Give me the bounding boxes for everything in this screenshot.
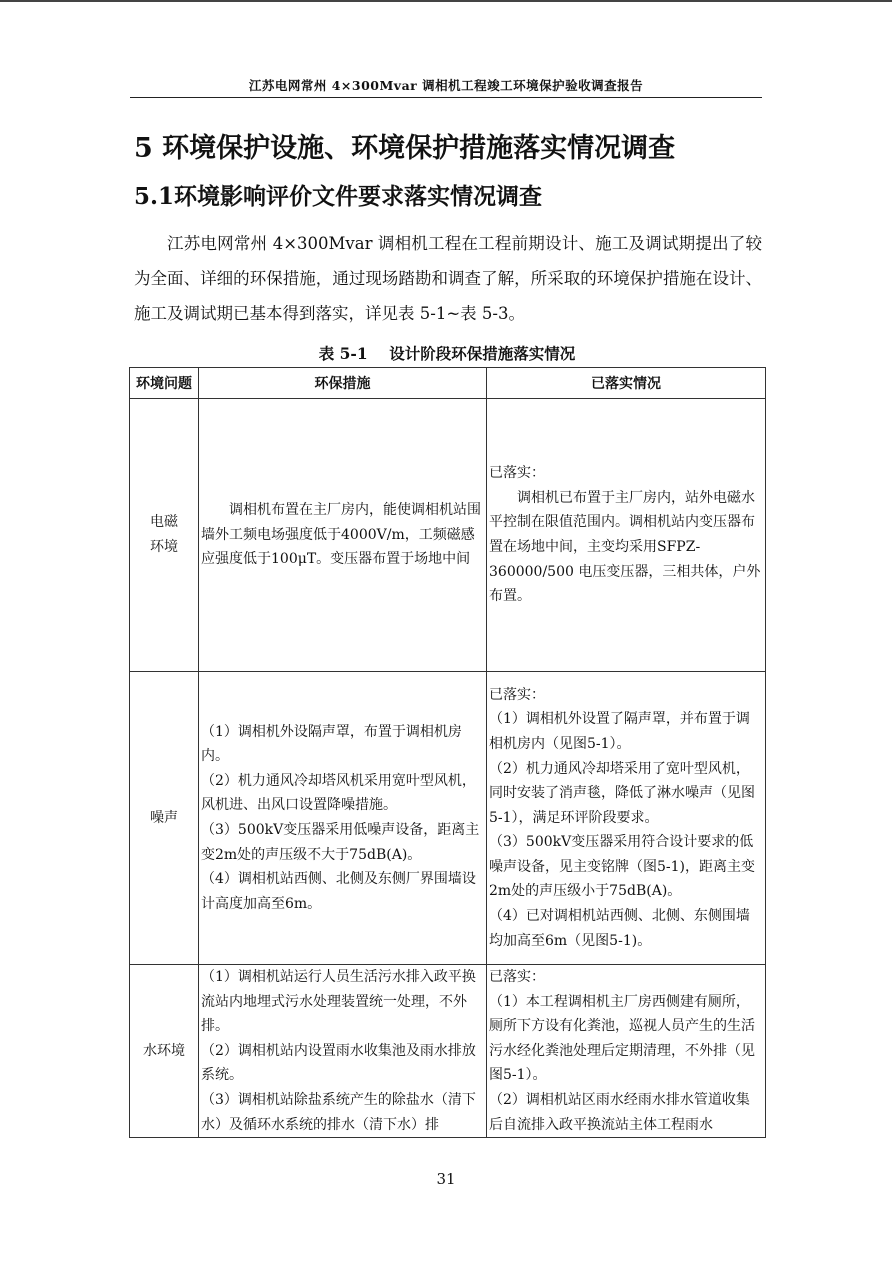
measure-item: （1）调相机外设隔声罩，布置于调相机房内。 [201, 723, 462, 765]
status-cell [487, 965, 766, 1138]
measures-cell [199, 672, 487, 965]
subsection-title: 5.1环境影响评价文件要求落实情况调查 [134, 183, 543, 210]
status-item: 已落实： [489, 686, 545, 703]
issue-line: 水环境 [143, 1042, 185, 1059]
running-header: 江苏电网常州 4×300Mvar 调相机工程竣工环境保护验收调查报告 [248, 78, 644, 93]
header-status: 已落实情况 [487, 368, 766, 399]
section-title: 5 环境保护设施、环境保护措施落实情况调查 [134, 133, 676, 164]
table-row [130, 672, 766, 965]
measure-item: （2）调相机站内设置雨水收集池及雨水排放系统。 [201, 1042, 476, 1084]
measure-item: （4）调相机站西侧、北侧及东侧厂界围墙设计高度加高至6m。 [201, 871, 476, 912]
status-item: 调相机已布置于主厂房内，站外电磁水平控制在限值范围内。调相机站内变压器布置在场地中间，主变均采用SFPZ-360000/500 电压变压器，三相共体，户外布置。 [489, 489, 761, 605]
measures-cell [199, 965, 487, 1138]
issue-line: 噪声 [150, 809, 178, 826]
status-item: （2）机力通风冷却塔采用了宽叶型风机，同时安装了消声毯，降低了淋水噪声（见图5-1），满足环评阶段要求。 [489, 760, 755, 826]
issue-line: 环境 [150, 539, 178, 555]
status-cell [487, 399, 766, 672]
issue-cell [130, 672, 199, 965]
status-item: （1）本工程调相机主厂房西侧建有厕所，厕所下方设有化粪池，巡视人员产生的生活污水经化粪池处理后定期清理，不外排（见图5-1）。 [489, 993, 755, 1084]
measure-item: （1）调相机站运行人员生活污水排入政平换流站内地埋式污水处理装置统一处理，不外排。 [201, 969, 476, 1035]
table-row [130, 399, 766, 672]
top-border-line [0, 0, 892, 2]
table-header-row [130, 368, 766, 399]
measure-item: 调相机布置在主厂房内，能使调相机站围墙外工频电场强度低于4000V/m，工频磁感应强度低于100μT。变压器布置于场地中间 [201, 502, 481, 568]
status-item: 已落实： [489, 969, 545, 985]
measures-table [129, 367, 766, 1138]
header-measures: 环保措施 [199, 368, 487, 399]
measures-cell [199, 399, 487, 672]
table-caption: 表 5-1 设计阶段环保措施落实情况 [318, 344, 576, 363]
header-rule [130, 97, 762, 98]
status-item: 已落实： [489, 465, 545, 482]
issue-line: 电磁 [150, 514, 178, 531]
measure-item: （3）调相机站除盐系统产生的除盐水（清下水）及循环水系统的排水（清下水）排 [201, 1091, 476, 1133]
measure-item: （3）500kV变压器采用低噪声设备，距离主变2m处的声压级不大于75dB(A)。 [201, 822, 480, 863]
issue-cell [130, 399, 199, 672]
status-item: （4）已对调相机站西侧、北侧、东侧围墙均加高至6m（见图5-1)。 [489, 908, 750, 949]
header-issue: 环境问题 [130, 368, 199, 399]
status-cell [487, 672, 766, 965]
table-row [130, 965, 766, 1138]
status-item: （3）500kV变压器采用符合设计要求的低噪声设备，见主变铭牌（图5-1)，距离主变2m处的声压级小于75dB(A)。 [489, 834, 756, 900]
intro-paragraph: 江苏电网常州 4×300Mvar 调相机工程在工程前期设计、施工及调试期提出了较为全面、详细的环保措施，通过现场踏勘和调查了解，所采取的环境保护措施在设计、施工及调试期已基本得到落实，详见表 5-1~表 5-3。 [134, 234, 762, 323]
issue-cell [130, 965, 199, 1138]
page-number: 31 [436, 1170, 456, 1188]
status-item: （2）调相机站区雨水经雨水排水管道收集后自流排入政平换流站主体工程雨水 [489, 1091, 750, 1133]
status-item: （1）调相机外设置了隔声罩，并布置于调相机房内（见图5-1）。 [489, 711, 750, 752]
measure-item: （2）机力通风冷却塔风机采用宽叶型风机，风机进、出风口设置降噪措施。 [201, 772, 476, 814]
